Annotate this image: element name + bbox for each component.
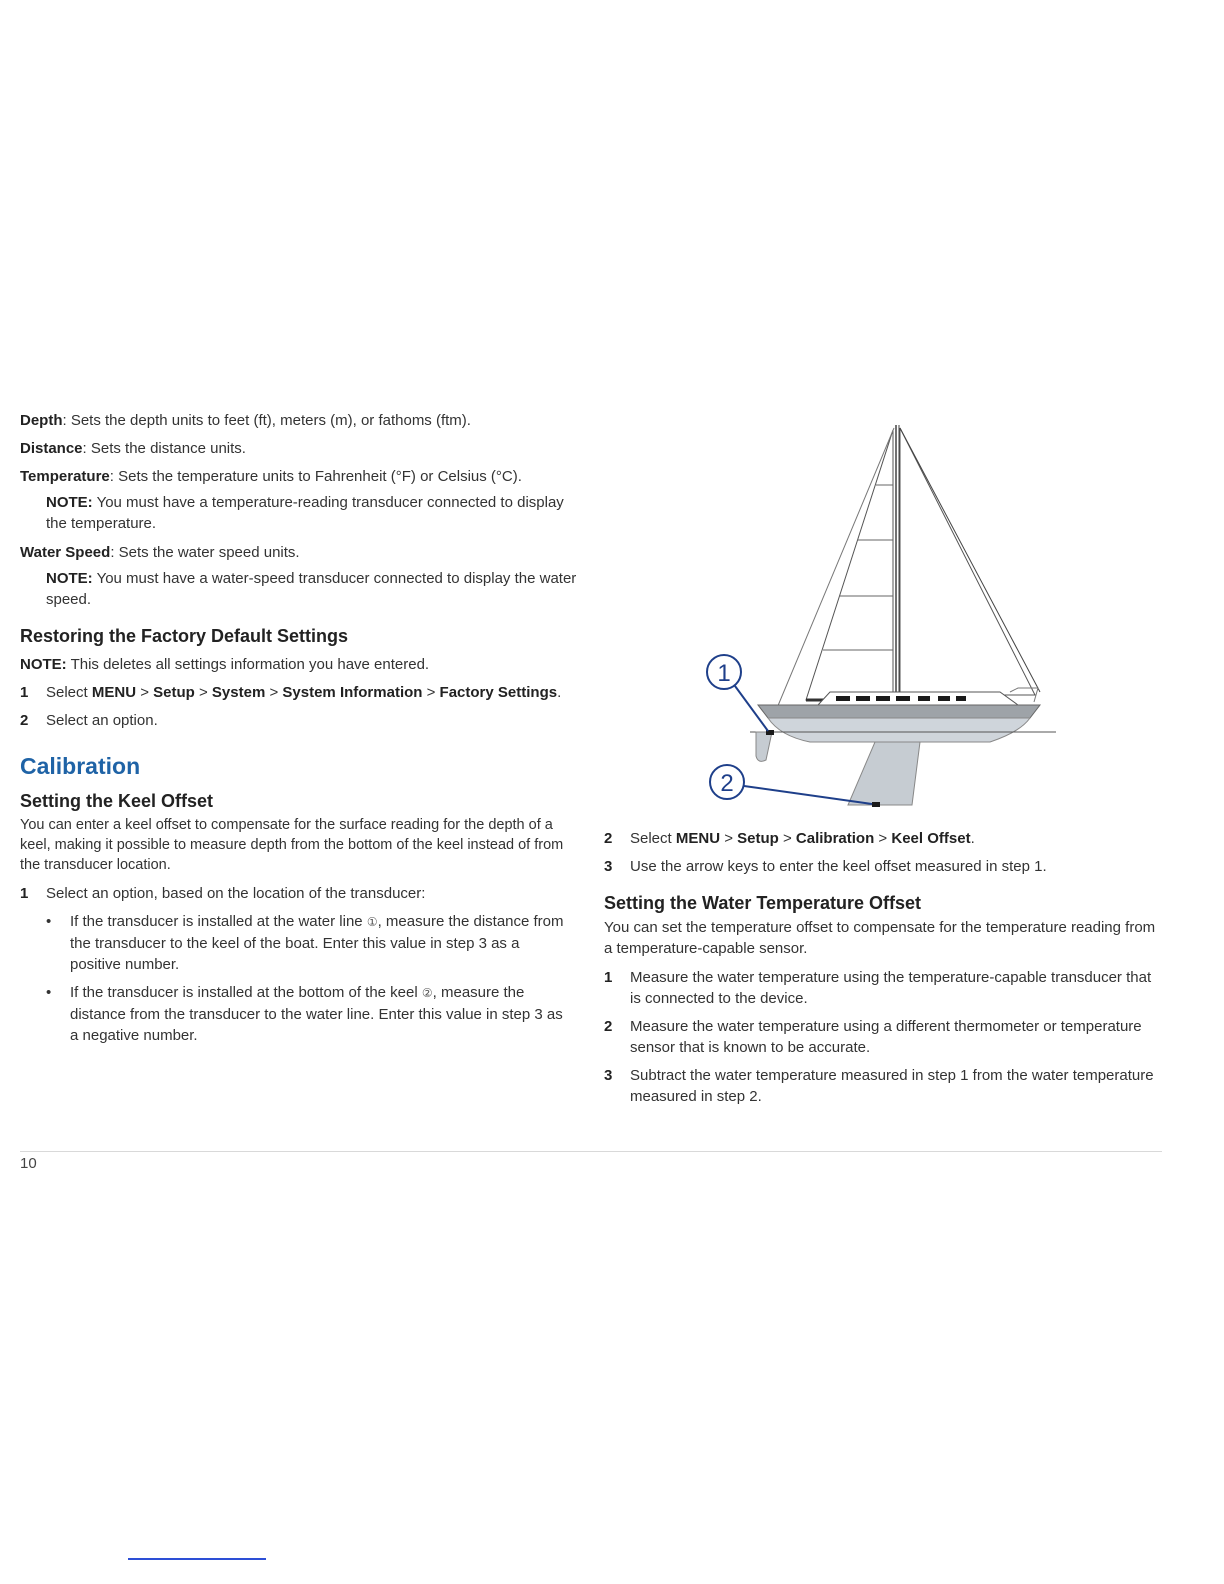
callout-1-reference: ① bbox=[366, 915, 378, 929]
step-number: 2 bbox=[20, 712, 29, 729]
step-number: 2 bbox=[604, 830, 613, 847]
bullet-dot: • bbox=[46, 984, 52, 1001]
distance-desc: : Sets the distance units. bbox=[82, 440, 246, 457]
keel-step-2 bbox=[604, 828, 1164, 849]
water-temp-offset-intro: You can set the temperature offset to compensate for the temperature reading from a temperature-capable sensor. bbox=[604, 919, 1156, 957]
step-number: 1 bbox=[604, 969, 613, 986]
temperature-setting bbox=[20, 466, 580, 487]
step-text: Subtract the water temperature measured in step 1 from the water temperature measured in step 2. bbox=[630, 1067, 1154, 1105]
note-label: NOTE: bbox=[46, 570, 93, 587]
step-text: Select bbox=[630, 830, 676, 847]
restore-step-2 bbox=[20, 710, 580, 731]
water-speed-desc: : Sets the water speed units. bbox=[110, 544, 300, 561]
menu-path-system-information: System Information bbox=[282, 684, 423, 701]
step-text: Select an option, based on the location of the transducer: bbox=[46, 885, 426, 902]
note-label: NOTE: bbox=[20, 656, 67, 673]
right-column bbox=[604, 828, 1164, 1114]
keel-bullet-waterline bbox=[20, 911, 580, 975]
note-text: You must have a water-speed transducer connected to display the water speed. bbox=[46, 570, 577, 608]
keel-bullet-keel-bottom bbox=[20, 982, 580, 1046]
step-number: 1 bbox=[20, 684, 29, 701]
step-text: Select bbox=[46, 684, 92, 701]
note-label: NOTE: bbox=[46, 494, 93, 511]
bullet-text: If the transducer is installed at the water line bbox=[70, 913, 367, 930]
calibration-heading: Calibration bbox=[20, 753, 141, 779]
menu-path-setup: Setup bbox=[737, 830, 779, 847]
water-speed-note bbox=[46, 568, 580, 610]
distance-setting bbox=[20, 438, 580, 459]
water-temp-step-3 bbox=[604, 1065, 1164, 1107]
water-speed-setting bbox=[20, 542, 580, 563]
page-number: 10 bbox=[20, 1155, 37, 1172]
depth-desc: : Sets the depth units to feet (ft), meters (m), or fathoms (ftm). bbox=[62, 412, 471, 429]
temperature-note bbox=[46, 492, 580, 534]
temperature-term: Temperature bbox=[20, 468, 110, 485]
keel-offset-heading: Setting the Keel Offset bbox=[20, 791, 214, 811]
menu-path-setup: Setup bbox=[153, 684, 195, 701]
step-number: 3 bbox=[604, 858, 613, 875]
sailboat-keel-offset-illustration bbox=[700, 420, 1060, 815]
step-number: 3 bbox=[604, 1067, 613, 1084]
step-text: Use the arrow keys to enter the keel offset measured in step 1. bbox=[630, 858, 1047, 875]
menu-path-keel-offset: Keel Offset bbox=[891, 830, 971, 847]
restore-step-1 bbox=[20, 682, 580, 703]
path-separator: > bbox=[194, 684, 212, 701]
path-separator: > bbox=[265, 684, 283, 701]
step-text: Measure the water temperature using the temperature-capable transducer that is connected to the device. bbox=[630, 969, 1152, 1007]
depth-term: Depth bbox=[20, 412, 63, 429]
menu-path-menu: MENU bbox=[675, 830, 721, 847]
water-temp-step-2 bbox=[604, 1016, 1164, 1058]
bullet-text: , measure the distance from the transducer to the keel of the boat. Enter this value in step 3 as a positive number. bbox=[70, 913, 564, 973]
water-speed-term: Water Speed bbox=[20, 544, 111, 561]
step-number: 1 bbox=[20, 885, 29, 902]
path-separator: > bbox=[136, 684, 154, 701]
keel-step-3 bbox=[604, 856, 1164, 877]
restore-note bbox=[20, 654, 580, 675]
step-end: . bbox=[557, 684, 562, 701]
keel-offset-intro: You can enter a keel offset to compensate for the surface reading for the depth of a keel, making it possible to measure depth from the bottom of the keel instead of from the transducer location. bbox=[20, 817, 564, 873]
note-text: This deletes all settings information you have entered. bbox=[66, 656, 430, 673]
path-separator: > bbox=[422, 684, 440, 701]
temperature-desc: : Sets the temperature units to Fahrenheit (°F) or Celsius (°C). bbox=[109, 468, 522, 485]
menu-path-menu: MENU bbox=[91, 684, 137, 701]
menu-path-system: System bbox=[211, 684, 266, 701]
step-text: Measure the water temperature using a different thermometer or temperature sensor that is known to be accurate. bbox=[630, 1018, 1142, 1056]
bullet-text: If the transducer is installed at the bottom of the keel bbox=[70, 984, 422, 1001]
water-temp-step-1 bbox=[604, 967, 1164, 1009]
keel-step-1 bbox=[20, 883, 580, 904]
left-column bbox=[20, 410, 580, 1053]
footer-rule bbox=[20, 1151, 1162, 1152]
path-separator: > bbox=[874, 830, 892, 847]
step-text: Select an option. bbox=[46, 712, 158, 729]
depth-setting bbox=[20, 410, 580, 431]
menu-path-calibration: Calibration bbox=[795, 830, 875, 847]
menu-path-factory-settings: Factory Settings bbox=[439, 684, 558, 701]
callout-2-label: 2 bbox=[720, 770, 734, 797]
step-number: 2 bbox=[604, 1018, 613, 1035]
bullet-text: , measure the distance from the transducer to the water line. Enter this value in step 3 as a negative number. bbox=[70, 984, 563, 1044]
note-text: You must have a temperature-reading transducer connected to display the temperature. bbox=[46, 494, 564, 532]
step-end: . bbox=[970, 830, 975, 847]
callout-1-label: 1 bbox=[717, 660, 731, 687]
bullet-dot: • bbox=[46, 913, 52, 930]
restore-heading: Restoring the Factory Default Settings bbox=[20, 626, 349, 646]
distance-term: Distance bbox=[20, 440, 83, 457]
path-separator: > bbox=[720, 830, 738, 847]
path-separator: > bbox=[778, 830, 796, 847]
keel-transducer-marker bbox=[872, 802, 880, 807]
bottom-link-underline[interactable] bbox=[128, 1558, 266, 1560]
water-temp-offset-heading: Setting the Water Temperature Offset bbox=[604, 893, 922, 913]
callout-2-reference: ② bbox=[421, 986, 433, 1000]
